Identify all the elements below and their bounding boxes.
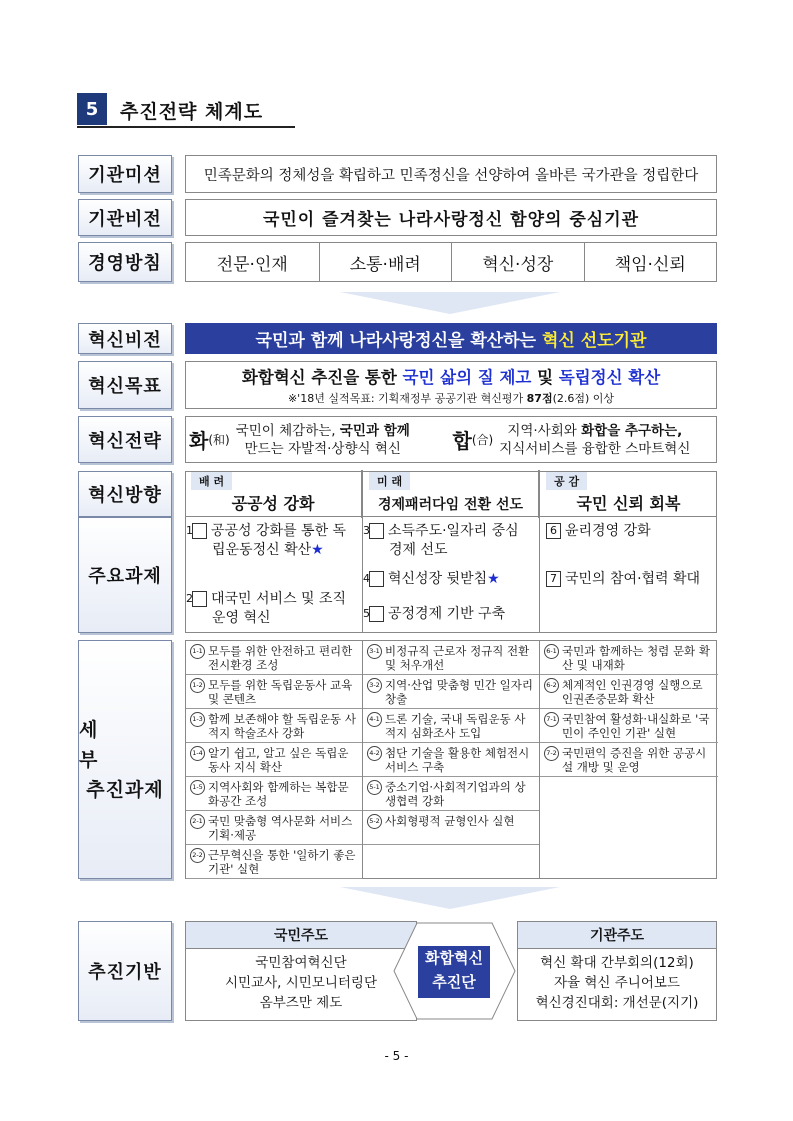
subtask-code: 3-1 — [367, 644, 382, 659]
subtask-code: 7-1 — [544, 712, 559, 727]
subtask-code: 3-2 — [367, 678, 382, 693]
task-number: 6 — [546, 523, 561, 539]
subtasks-col-2 — [363, 641, 540, 879]
subtask-item — [186, 845, 362, 879]
task-number: 2 — [192, 591, 207, 607]
strategy-left-text — [236, 422, 410, 458]
direction-title: 경제패러다임 전환 선도 — [378, 497, 523, 513]
subtask-item — [186, 675, 362, 709]
subtask-item — [186, 811, 362, 845]
strategy-left-char: 화 — [189, 429, 209, 453]
strategy-left-hanja: (和) — [208, 433, 230, 447]
subtask-code: 1-4 — [190, 746, 205, 761]
subtask-text: 함께 보존해야 할 독립운동 사적지 학술조사 강화 — [208, 712, 356, 740]
direction-label: 혁신방향 — [78, 471, 172, 517]
task-text: 혁신성장 뒷받침 — [388, 571, 488, 587]
subtask-text: 국민편익 증진을 위한 공공시설 개방 및 운영 — [562, 746, 707, 774]
subtask-code: 4-1 — [367, 712, 382, 727]
subtask-text: 국민참여 활성화·내실화로 '국민이 주인인 기관' 실현 — [562, 712, 710, 740]
section-number: 5 — [77, 93, 107, 125]
strategy-left-line1a: 국민이 체감하는, — [235, 422, 336, 439]
tasks-col-1 — [186, 517, 363, 633]
strategy-box — [185, 416, 717, 463]
strategy-right-line1b: 화합을 추구하는, — [581, 422, 683, 439]
goal-note-score: 87점 — [526, 392, 553, 405]
strategy-right-hanja: (合) — [471, 433, 494, 447]
subtask-code: 1-2 — [190, 678, 205, 693]
innovation-vision-label: 혁신비전 — [78, 323, 172, 354]
direction-col-3 — [539, 470, 717, 518]
innovation-vision-text: 국민과 함께 나라사랑정신을 확산하는 — [255, 331, 537, 351]
direction-title: 공공성 강화 — [231, 494, 315, 513]
subtask-item — [540, 709, 718, 743]
task-item — [546, 522, 712, 541]
goal-emphasis-2: 독립정신 확산 — [558, 368, 661, 387]
task-text: 소득주도·일자리 중심 경제 선도 — [388, 523, 519, 558]
direction-tag: 미 래 — [369, 472, 410, 490]
subtasks-label-line2: 추진과제 — [86, 778, 164, 801]
direction-tag: 공 감 — [546, 472, 587, 490]
strategy-left — [186, 422, 453, 458]
innovation-vision-banner — [185, 323, 717, 354]
strategy-label: 혁신전략 — [78, 416, 172, 463]
task-item — [546, 570, 712, 589]
direction-title: 국민 신뢰 회복 — [576, 494, 681, 513]
subtask-item — [186, 709, 362, 743]
task-number: 4 — [369, 571, 384, 587]
goal-emphasis-1: 국민 삶의 질 제고 — [402, 368, 532, 387]
policy-item: 혁신·성장 — [451, 243, 584, 281]
tasks-col-3 — [540, 517, 718, 633]
goal-note-tail: (2.6점) 이상 — [552, 392, 615, 405]
foundation-right-line: 자율 혁신 주니어보드 — [554, 975, 680, 991]
subtask-text: 근무혁신을 통한 '일하기 좋은 기관' 실현 — [208, 848, 356, 876]
flow-arrow — [340, 887, 560, 909]
foundation-right-body — [518, 949, 716, 1013]
subtask-item — [363, 777, 539, 811]
policy-item: 책임·신뢰 — [584, 243, 717, 281]
innovation-goal-box — [185, 361, 717, 409]
goal-mid: 및 — [537, 368, 554, 387]
task-number: 3 — [369, 523, 384, 539]
subtask-text: 비정규직 근로자 정규직 전환 및 처우개선 — [385, 644, 530, 672]
subtasks-label-line1: 세 부 — [79, 718, 128, 771]
subtask-text: 모두를 위한 독립운동사 교육 및 콘텐츠 — [208, 678, 353, 706]
section-underline — [77, 126, 295, 128]
foundation-left-body — [186, 949, 416, 1013]
subtask-text: 첨단 기술을 활용한 체험전시 서비스 구축 — [385, 746, 530, 774]
goal-note: ※'18년 실적목표: 기획재정부 공공기관 혁신평가 — [287, 392, 524, 405]
subtask-text: 알기 쉽고, 알고 싶은 독립운동사 지식 확산 — [208, 746, 349, 774]
foundation-left-line: 국민참여혁신단 — [255, 955, 347, 971]
direction-tag: 배 려 — [191, 472, 232, 490]
foundation-left — [185, 921, 417, 1021]
subtasks-label — [78, 640, 172, 879]
foundation-right-line: 혁신 확대 간부회의(12회) — [540, 955, 694, 971]
task-text: 국민의 참여·협력 확대 — [565, 571, 701, 587]
innovation-goal-label: 혁신목표 — [78, 361, 172, 409]
task-item — [363, 522, 533, 560]
strategy-left-line1b: 국민과 함께 — [339, 422, 410, 439]
subtask-item — [186, 743, 362, 777]
subtask-text: 체계적인 인권경영 실행으로 인권존중문화 확산 — [562, 678, 703, 706]
subtask-code: 1-5 — [190, 780, 205, 795]
subtask-item — [540, 743, 718, 777]
subtask-code: 1-1 — [190, 644, 205, 659]
foundation-left-title: 국민주도 — [186, 922, 416, 949]
tasks-grid — [185, 517, 717, 633]
star-icon: ★ — [311, 542, 324, 558]
subtask-item — [363, 709, 539, 743]
direction-col-1 — [185, 470, 362, 518]
subtask-item — [363, 811, 539, 845]
policy-row — [185, 242, 717, 282]
subtasks-col-1 — [186, 641, 363, 879]
strategy-right-line1a: 지역·사회와 — [507, 422, 577, 439]
mission-text: 민족문화의 정체성을 확립하고 민족정신을 선양하여 올바른 국가관을 정립한다 — [185, 155, 717, 193]
innovation-goal-line — [242, 364, 660, 388]
foundation-right — [517, 921, 717, 1021]
subtask-code: 4-2 — [367, 746, 382, 761]
strategy-right-line2: 지식서비스를 융합한 스마트혁신 — [499, 440, 691, 457]
innovation-vision-highlight: 혁신 선도기관 — [542, 331, 647, 351]
vision-text: 국민이 즐겨찾는 나라사랑정신 함양의 중심기관 — [185, 199, 717, 236]
foundation-right-title: 기관주도 — [518, 922, 716, 949]
task-number: 1 — [192, 523, 207, 539]
task-item — [186, 590, 356, 628]
foundation-center-line: 추진단 — [432, 973, 476, 991]
subtask-code: 7-2 — [544, 746, 559, 761]
subtask-code: 1-3 — [190, 712, 205, 727]
foundation-left-line: 옴부즈만 제도 — [259, 995, 343, 1011]
task-text: 대국민 서비스 및 조직 운영 혁신 — [211, 591, 347, 626]
tasks-col-2 — [363, 517, 540, 633]
page-number: - 5 - — [384, 1049, 409, 1063]
task-number: 7 — [546, 571, 561, 587]
task-text: 공공성 강화를 통한 독립운동정신 확산 — [211, 523, 347, 558]
task-text: 공정경제 기반 구축 — [388, 606, 506, 622]
direction-row — [185, 471, 717, 517]
subtask-item — [186, 641, 362, 675]
task-item — [186, 522, 356, 560]
subtask-code: 6-1 — [544, 644, 559, 659]
subtask-text: 모두를 위한 안전하고 편리한 전시환경 조성 — [208, 644, 353, 672]
mission-label: 기관미션 — [78, 155, 172, 193]
subtask-text: 지역·산업 맞춤형 민간 일자리 창출 — [385, 678, 533, 706]
policy-label: 경영방침 — [78, 242, 172, 282]
subtask-text: 국민과 함께하는 청렴 문화 확산 및 내재화 — [562, 644, 710, 672]
subtask-item — [363, 641, 539, 675]
section-title: 추진전략 체계도 — [120, 101, 264, 123]
task-item — [363, 605, 533, 624]
goal-prefix: 화합혁신 추진을 통한 — [241, 368, 397, 387]
task-number: 5 — [369, 606, 384, 622]
subtask-code: 6-2 — [544, 678, 559, 693]
subtask-code: 5-2 — [367, 814, 382, 829]
subtasks-col-3 — [540, 641, 718, 879]
flow-arrow — [340, 292, 560, 314]
subtask-item — [540, 641, 718, 675]
subtask-item — [363, 743, 539, 777]
subtask-text: 국민 맞춤형 역사문화 서비스 기획·제공 — [208, 814, 353, 842]
strategy-right-text — [499, 422, 690, 458]
foundation-right-line: 혁신경진대회: 개선문(지기) — [535, 995, 699, 1011]
subtask-text: 중소기업·사회적기업과의 상생협력 강화 — [385, 780, 526, 808]
subtask-item — [363, 675, 539, 709]
subtask-code: 2-1 — [190, 814, 205, 829]
foundation-center-line: 화합혁신 — [425, 949, 483, 967]
subtask-text: 사회형평적 균형인사 실현 — [385, 814, 515, 828]
direction-col-2 — [362, 470, 539, 518]
policy-item: 소통·배려 — [319, 243, 452, 281]
vision-label: 기관비전 — [78, 199, 172, 236]
subtask-item — [540, 675, 718, 709]
foundation-label: 추진기반 — [78, 921, 172, 1021]
subtask-text: 지역사회와 함께하는 복합문화공간 조성 — [208, 780, 349, 808]
foundation-left-line: 시민교사, 시민모니터링단 — [224, 975, 378, 991]
foundation-center — [418, 946, 490, 998]
task-text: 윤리경영 강화 — [565, 523, 651, 539]
strategy-left-line2: 만드는 자발적·상향식 혁신 — [244, 440, 401, 457]
subtask-code: 2-2 — [190, 848, 205, 863]
policy-item: 전문·인재 — [216, 254, 288, 275]
innovation-goal-note — [288, 390, 614, 406]
subtask-item — [186, 777, 362, 811]
task-item — [363, 570, 533, 589]
strategy-right — [453, 422, 717, 458]
strategy-right-char: 합 — [452, 429, 472, 453]
star-icon: ★ — [487, 571, 500, 587]
subtask-code: 5-1 — [367, 780, 382, 795]
subtasks-grid — [185, 640, 717, 879]
subtask-text: 드론 기술, 국내 독립운동 사적지 심화조사 도입 — [385, 712, 526, 740]
tasks-label: 주요과제 — [78, 517, 172, 633]
